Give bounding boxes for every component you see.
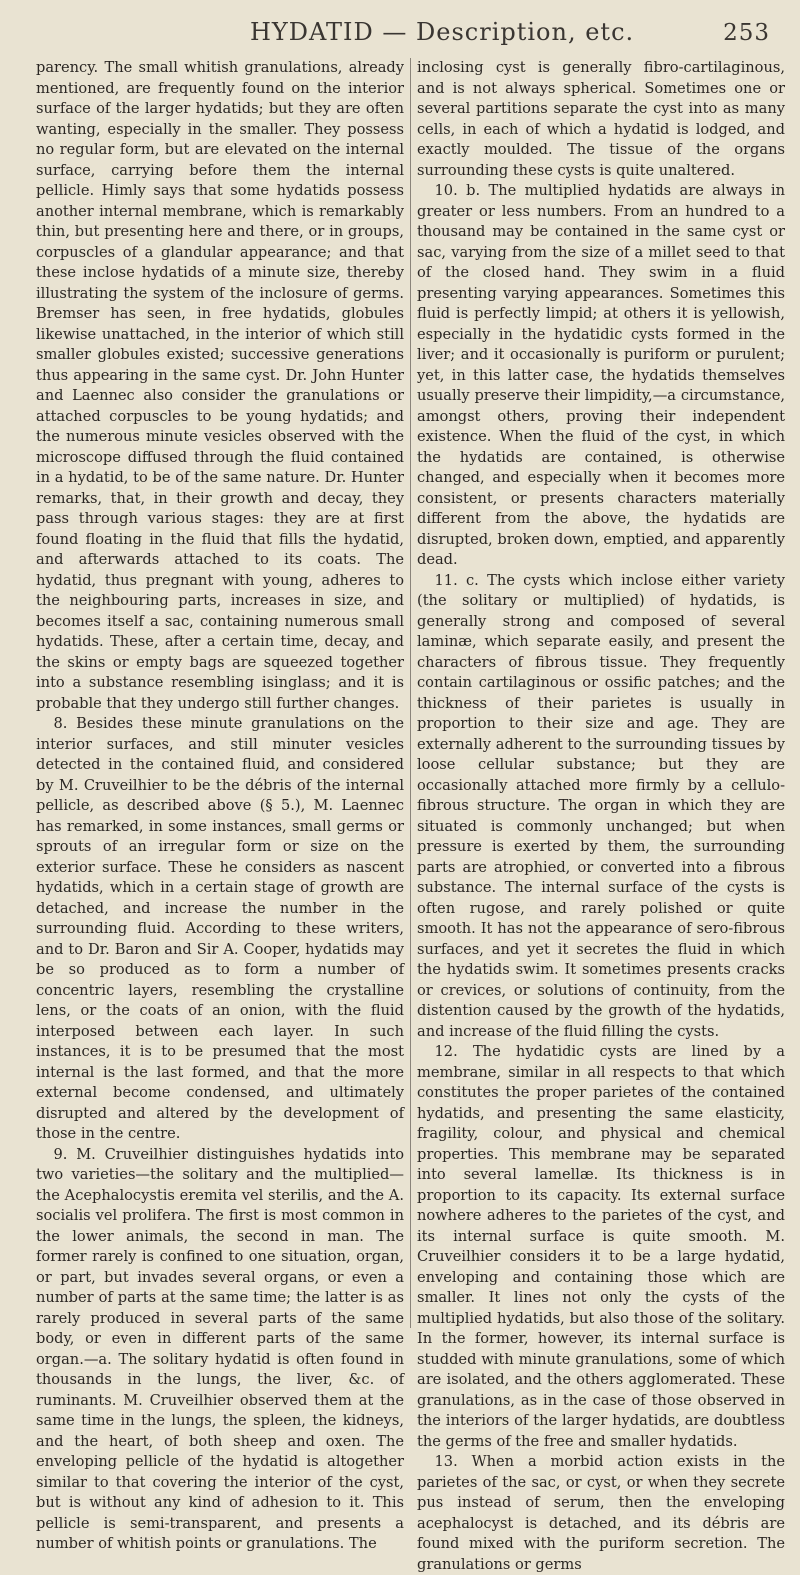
- right-column: [410, 58, 785, 1573]
- paragraph: 13. When a morbid action exists in the parietes of the sac, or cyst, or when they secrete pus instead of serum, then the enveloping acephalocyst is detached, and its débris are found mixed with the puriform secretion. The granulations or germs: [417, 1453, 785, 1573]
- paragraph: 8. Besides these minute granulations on the interior surfaces, and still minuter vesicles detected in the contained fluid, and considered by M. Cruveilhier to be the débris of the internal pellicle, as described above (§ 5.), M. Laennec has remarked, in some instances, small germs or sprouts of an irregular form or size on the exterior surface. These he considers as nascent hydatids, which in a certain stage of growth are detached, and increase the number in the surrounding fluid. According to these writers, and to Dr. Baron and Sir A. Cooper, hydatids may be so produced as to form a number of concentric layers, resembling the crystalline lens, or the coats of an onion, with the fluid interposed between each layer. In such instances, it is to be presumed that the most internal is the last formed, and that the more external become condensed, and ultimately disrupted and altered by the development of those in the centre.: [36, 715, 404, 1142]
- paragraph: 11. c. The cysts which inclose either variety (the solitary or multiplied) of hydatids, is generally strong and composed of several laminæ, which separate easily, and present the characters of fibrous tissue. They frequently contain cartilaginous or ossific patches; and the thickness of their parietes is usually in proportion to their size and age. They are externally adherent to the surrounding tissues by loose cellular substance; but they are occasionally attached more firmly by a cellulo-fibrous structure. The organ in which they are situated is commonly unchanged; but when pressure is exerted by them, the surrounding parts are atrophied, or converted into a fibrous substance. The internal surface of the cysts is often rugose, and rarely polished or quite smooth. It has not the appearance of sero-fibrous surfaces, and yet it secretes the fluid in which the hydatids swim. It sometimes presents cracks or crevices, or solutions of continuity, from the distention caused by the growth of the hydatids, and increase of the fluid filling the cysts.: [417, 571, 785, 1040]
- paragraph: 12. The hydatidic cysts are lined by a membrane, similar in all respects to that which constitutes the proper parietes of the contained hydatids, and presenting the same elasticity, fragility, colour, and physical and chemical properties. This membrane may be separated into several lamellæ. Its thickness is in proportion to its capacity. Its external surface nowhere adheres to the parietes of the cyst, and its internal surface is quite smooth. M. Cruveilhier considers it to be a large hydatid, enveloping and containing those which are smaller. It lines not only the cysts of the multiplied hydatids, but also those of the solitary. In the former, however, its internal surface is studded with minute granulations, some of which are isolated, and the others agglomerated. These granulations, as in the case of those observed in the interiors of the larger hydatids, are doubtless the germs of the free and smaller hydatids.: [417, 1043, 785, 1450]
- paragraph: parency. The small whitish granulations, already mentioned, are frequently found on the interior surface of the larger hydatids; but they are often wanting, especially in the smaller. They possess no regular form, but are elevated on the internal surface, carrying before them the internal pellicle. Himly says that some hydatids possess another internal membrane, which is remarkably thin, but presenting here and there, or in groups, corpuscles of a glandular appearance; and that these inclose hydatids of a minute size, thereby illustrating the system of the inclosure of germs. Bremser has seen, in free hydatids, globules likewise unattached, in the interior of which still smaller globules existed; successive generations thus appearing in the same cyst. Dr. John Hunter and Laennec also consider the granulations or attached corpuscles to be young hydatids; and the numerous minute vesicles observed with the microscope diffused through the fluid contained in a hydatid, to be of the same nature. Dr. Hunter remarks, that, in their growth and decay, they pass through various stages: they are at first found floating in the fluid that fills the hydatid, and afterwards attached to its coats. The hydatid, thus pregnant with young, adheres to the neighbouring parts, increases in size, and becomes itself a sac, containing numerous small hydatids. These, after a certain time, decay, and the skins or empty bags are squeezed together into a substance resembling isinglass; and it is probable that they undergo still further changes.: [36, 59, 404, 712]
- paragraph: inclosing cyst is generally fibro-cartilaginous, and is not always spherical. Sometimes one or several partitions separate the cyst into as many cells, in each of which a hydatid is lodged, and exactly moulded. The tissue of the organs surrounding these cysts is quite unaltered.: [417, 59, 785, 179]
- left-column: [36, 58, 410, 1552]
- paragraph: 10. b. The multiplied hydatids are always in greater or less numbers. From an hundred to a thousand may be contained in the same cyst or sac, varying from the size of a millet seed to that of the closed hand. They swim in a fluid presenting varying appearances. Sometimes this fluid is perfectly limpid; at others it is yellowish, especially in the hydatidic cysts formed in the liver; and it occasionally is puriform or purulent; yet, in this latter case, the hydatids themselves usually preserve their limpidity,—a circumstance, amongst others, proving their independent existence. When the fluid of the cyst, in which the hydatids are contained, is otherwise changed, and especially when it becomes more consistent, or presents characters materially different from the above, the hydatids are disrupted, broken down, emptied, and apparently dead.: [417, 182, 785, 568]
- running-head-title: HYDATID — Description, etc.: [250, 18, 635, 46]
- running-head: [250, 12, 790, 58]
- page-number: 253: [723, 20, 770, 46]
- text-columns: [36, 58, 786, 1573]
- paragraph: 9. M. Cruveilhier distinguishes hydatids into two varieties—the solitary and the multiplied—the Acephalocystis eremita vel sterilis, and the A. socialis vel prolifera. The first is most common in the lower animals, the second in man. The former rarely is confined to one situation, organ, or part, but invades several organs, or even a number of parts at the same time; the latter is as rarely produced in several parts of the same body, or even in different parts of the same organ.—a. The solitary hydatid is often found in thousands in the lungs, the liver, &c. of ruminants. M. Cruveilhier observed them at the same time in the lungs, the spleen, the kidneys, and the heart, of both sheep and oxen. The enveloping pellicle of the hydatid is altogether similar to that covering the interior of the cyst, but is without any kind of adhesion to it. This pellicle is semi-transparent, and presents a number of whitish points or granulations. The: [36, 1145, 404, 1552]
